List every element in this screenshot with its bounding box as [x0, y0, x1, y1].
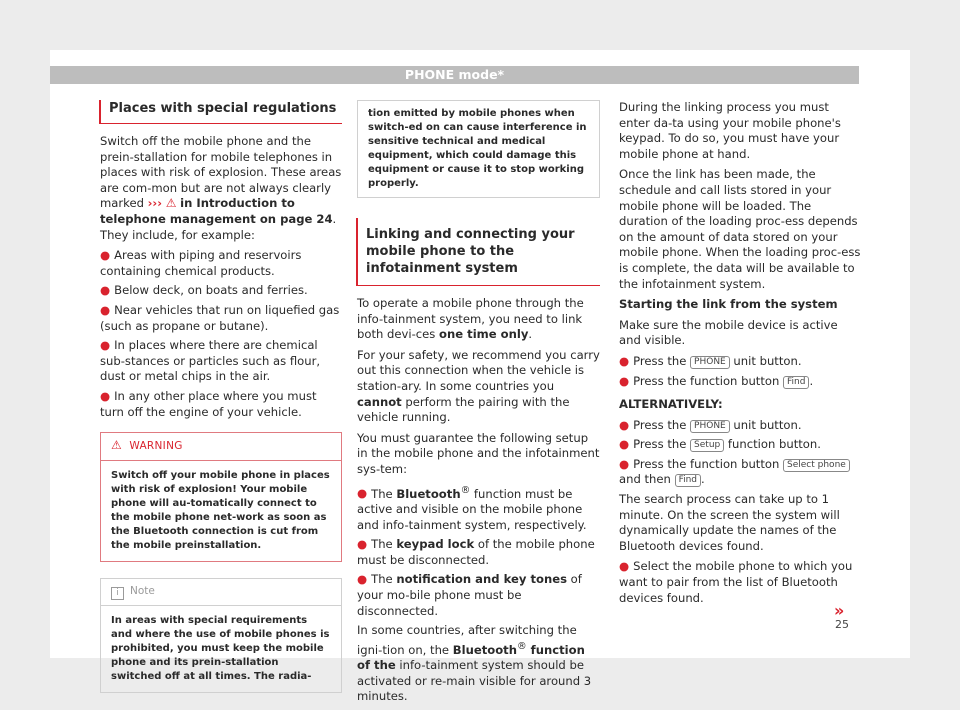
paragraph: You must guarantee the following setup in the mobile phone and the infotainment sys-tem:: [357, 430, 600, 476]
paragraph: In some countries, after switching the igni-tion on, the Bluetooth® function of the info-tainment system should be activated or re-main visible for around 3 minutes.: [357, 623, 592, 704]
find-key-label: Find: [783, 376, 809, 389]
paragraph: For your safety, we recommend you carry out this connection when the vehicle is station-ary. In some countries you cannot perform the pairing with the vehicle running.: [357, 347, 600, 425]
bullet-icon: ●: [100, 338, 111, 353]
list-item: ● The notification and key tones of your mo-bile phone must be disconnected.: [357, 572, 582, 618]
bullet-icon: ●: [357, 486, 368, 501]
bullet-icon: ●: [357, 537, 368, 552]
column-middle: [357, 100, 600, 710]
bullet-icon: ●: [619, 456, 630, 471]
warning-box-text: Switch off your mobile phone in places with risk of explosion! Your mobile phone will au-tomatically connect to the mobile phone net-work as soon as the Bluetooth connection is cut from the mobile preinstallation.: [111, 469, 330, 551]
paragraph: To operate a mobile phone through the info-tainment system, you need to link both devi-ces one time only.: [357, 296, 584, 342]
page-header: PHONE mode*: [50, 66, 859, 84]
section-heading-special-regulations: Places with special regulations: [99, 100, 342, 124]
note-box-continued: tion emitted by mobile phones when switch-ed on can cause interference in sensitive technical and medical equipment, which could damage this equipment or cause it to stop working properly.: [357, 100, 600, 198]
warning-box: [100, 432, 342, 562]
sub-heading: Starting the link from the system: [619, 297, 838, 312]
warning-box-header: ⚠ WARNING: [101, 433, 341, 461]
setup-key-label: Setup: [690, 439, 724, 452]
note-box-text: In areas with special requirements and where the use of mobile phones is prohibited, you must keep the mobile phone and its prein-stallation switched off at all times. The radia-: [111, 614, 330, 682]
bullet-icon: ●: [100, 283, 111, 298]
select-phone-key-label: Select phone: [783, 459, 850, 472]
warning-triangle-icon: ⚠: [165, 196, 177, 211]
phone-key-label: PHONE: [690, 420, 730, 433]
list-item: ● Press the PHONE unit button.: [619, 417, 802, 432]
list-item: ● In places where there are chemical sub-stances or particles such as flour, dust or metal chips in the air.: [100, 338, 321, 384]
bullet-icon: ●: [619, 353, 630, 368]
bullet-icon: ●: [357, 572, 368, 587]
list-item: ● Near vehicles that run on liquefied gas (such as propane or butane).: [100, 302, 340, 333]
list-item: ● The keypad lock of the mobile phone must be disconnected.: [357, 537, 595, 567]
find-key-label: Find: [675, 474, 701, 487]
list-item: ● Press the PHONE unit button.: [619, 353, 802, 368]
list-item: ● Press the function button Find .: [619, 373, 814, 388]
reference-arrow-icon: ›››: [147, 196, 162, 211]
page-number: 25: [835, 618, 849, 631]
list-item: ● Press the function button Select phone and then Find .: [619, 457, 861, 488]
info-icon: i: [111, 587, 124, 600]
bullet-icon: ●: [619, 417, 630, 432]
column-left: [100, 100, 342, 693]
bullet-icon: ●: [100, 248, 111, 263]
list-item: ● Below deck, on boats and ferries.: [100, 283, 308, 298]
bullet-icon: ●: [100, 302, 111, 317]
list-item: ● The Bluetooth® function must be active and visible on the mobile phone and info-tainment system, respectively.: [357, 484, 587, 532]
bullet-icon: ●: [100, 388, 111, 403]
list-item: ● Select the mobile phone to which you want to pair from the list of Bluetooth devices found.: [619, 559, 853, 605]
column-right: [619, 100, 861, 610]
bullet-icon: ●: [619, 559, 630, 574]
note-box-header: i Note: [101, 579, 341, 606]
cross-reference-link[interactable]: in Introduction to telephone management on page 24: [100, 196, 333, 226]
list-item: ● Press the Setup function button.: [619, 437, 821, 452]
note-box: [100, 578, 342, 693]
list-item: ● Areas with piping and reservoirs containing chemical products.: [100, 248, 302, 278]
continue-arrow-icon: »: [834, 601, 845, 620]
section-heading-linking: Linking and connecting your mobile phone to the infotainment system: [356, 218, 600, 286]
bullet-icon: ●: [619, 437, 630, 452]
paragraph: During the linking process you must enter da-ta using your mobile phone's keypad. To do so, you must have your mobile phone at hand.: [619, 100, 841, 161]
alternatively-label: ALTERNATIVELY:: [619, 397, 723, 412]
bullet-icon: ●: [619, 373, 630, 388]
intro-paragraph: Switch off the mobile phone and the prein-stallation for mobile telephones in places with risk of explosion. These areas are com-mon but are not always clearly marked ››› ⚠ in Introduction to telephone management on page 24. They include, for example:: [100, 134, 342, 242]
paragraph: Make sure the mobile device is active and visible.: [619, 317, 838, 348]
paragraph: Once the link has been made, the schedule and call lists stored in your mobile phone will be loaded. The duration of the loading proc-ess depends on the amount of data stored on your mobile phone. When the loading proc-ess is complete, the data will be available to the infotainment system.: [619, 167, 861, 291]
list-item: ● In any other place where you must turn off the engine of your vehicle.: [100, 388, 317, 419]
warning-triangle-icon: ⚠: [111, 438, 123, 453]
phone-key-label: PHONE: [690, 356, 730, 369]
paragraph: The search process can take up to 1 minute. On the screen the system will dynamically update the names of the Bluetooth devices found.: [619, 492, 840, 553]
